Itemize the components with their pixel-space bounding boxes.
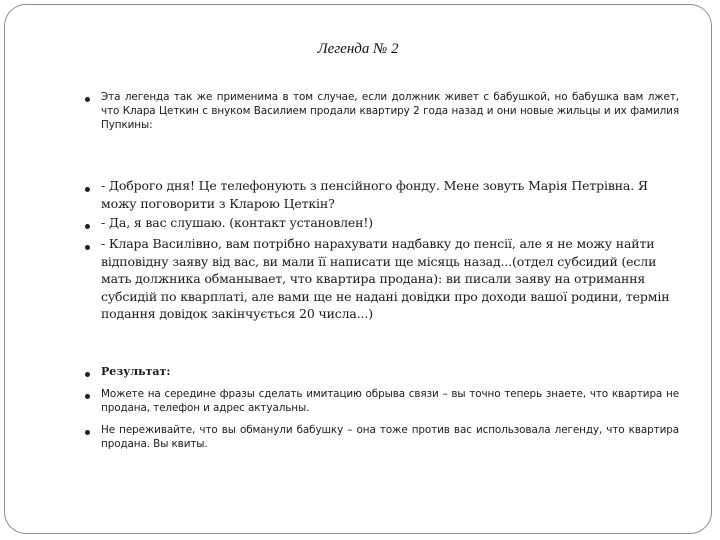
slide-title: Легенда № 2 bbox=[317, 41, 399, 57]
bullet-icon bbox=[85, 394, 90, 399]
result-item-2: Не переживайте, что вы обманули бабушку – она тоже против вас использовала легенду, что квартира продана. Вы квиты. bbox=[101, 424, 679, 450]
result-label: Результат: bbox=[101, 365, 171, 378]
bullet-icon bbox=[85, 245, 90, 250]
bullet-icon bbox=[85, 187, 90, 192]
bullet-icon bbox=[85, 430, 90, 435]
bullet-icon bbox=[85, 224, 90, 229]
dialogue-line-3: - Клара Василівно, вам потрібно нарахувати надбавку до пенсії, але я не можу найти відповідну заяву від вас, ви мали її написати ще місяць назад...(отдел субсидий (если мать должника обманывает, что квартира продана): ви писали заяву на отримання субсидій по кварплаті, але вами ще не надані довідки про доходи вашої родини, термін подання довідок закінчується 20 числа...) bbox=[101, 236, 670, 321]
result-item-1: Можете на середине фразы сделать имитацию обрыва связи – вы точно теперь знаете, что квартира не продана, телефон и адрес актуальны. bbox=[101, 388, 679, 414]
dialogue-line-1: - Доброго дня! Це телефонують з пенсійного фонду. Мене зовуть Марія Петрівна. Я можу поговорити з Кларою Цеткін? bbox=[101, 178, 648, 211]
bullet-icon bbox=[85, 372, 90, 377]
intro-text: Эта легенда так же применима в том случае, если должник живет с бабушкой, но бабушка вам лжет, что Клара Цеткин с внуком Василием продали квартиру 2 года назад и они новые жильцы и их фамилия Пупкины: bbox=[101, 91, 679, 131]
dialogue-line-2: - Да, я вас слушаю. (контакт установлен!) bbox=[101, 215, 373, 230]
bullet-icon bbox=[85, 97, 90, 102]
slide bbox=[4, 4, 712, 534]
